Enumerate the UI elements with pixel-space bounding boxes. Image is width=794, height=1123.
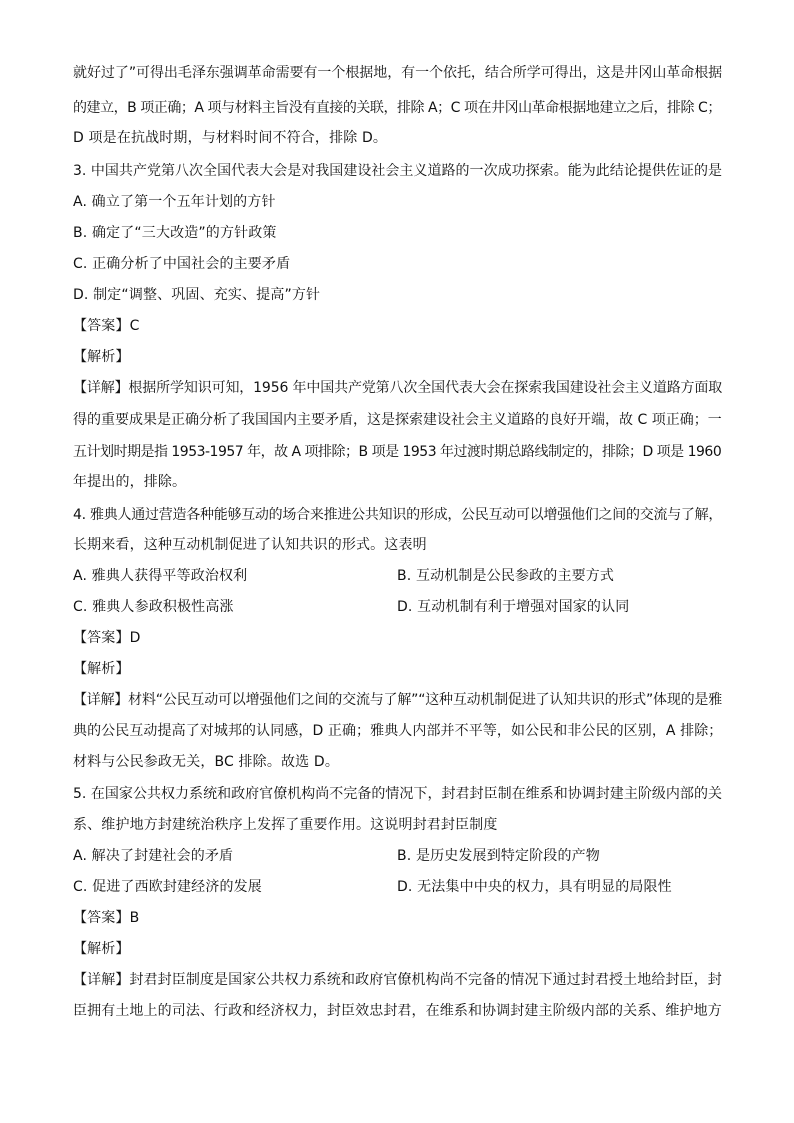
q4-option-d: D. 互动机制有利于增强对国家的认同: [397, 599, 630, 615]
q4-detail-line: 材料与公民参政无关，BC 排除。故选 D。: [73, 754, 339, 770]
q5-option-a: A. 解决了封建社会的矛盾: [73, 848, 234, 864]
text-line: 就好过了”可得出毛泽东强调革命需要有一个根据地，有一个依托，结合所学可得出，这是井冈山革命根据: [73, 65, 723, 81]
q5-option-b: B. 是历史发展到特定阶段的产物: [397, 848, 600, 864]
text-line: D 项是在抗战时期，与材料时间不符合，排除 D。: [73, 130, 388, 146]
question-5-stem-cont: 系、维护地方封建统治秩序上发挥了重要作用。这说明封君封臣制度: [73, 817, 498, 833]
q4-option-a: A. 雅典人获得平等政治权利: [73, 568, 248, 584]
q5-detail-line: 臣拥有土地上的司法、行政和经济权力，封臣效忠封君，在维系和协调封建主阶级内部的关系、维护地方: [73, 1003, 722, 1019]
q5-option-d: D. 无法集中中央的权力，具有明显的局限性: [397, 879, 672, 895]
q4-option-c: C. 雅典人参政积极性高涨: [73, 599, 234, 615]
q3-answer: 【答案】C: [73, 318, 140, 334]
question-4-stem-cont: 长期来看，这种互动机制促进了认知共识的形式。这表明: [73, 537, 427, 553]
q5-option-c: C. 促进了西欧封建经济的发展: [73, 879, 262, 895]
q5-answer: 【答案】B: [73, 910, 140, 926]
q3-option-d: D. 制定“调整、巩固、充实、提高”方针: [73, 287, 321, 303]
q5-analysis-label: 【解析】: [73, 941, 130, 957]
q3-option-b: B. 确定了“三大改造”的方针政策: [73, 225, 277, 241]
q3-detail-line: 【详解】根据所学知识可知，1956 年中国共产党第八次全国代表大会在探索我国建设社会主义道路方面取: [73, 380, 723, 396]
q3-detail-line: 得的重要成果是正确分析了我国国内主要矛盾，这是探索建设社会主义道路的良好开端，故 C 项正确；一: [73, 412, 722, 428]
q4-analysis-label: 【解析】: [73, 661, 130, 677]
q4-option-b: B. 互动机制是公民参政的主要方式: [397, 568, 615, 584]
q5-detail-line: 【详解】封君封臣制度是国家公共权力系统和政府官僚机构尚不完备的情况下通过封君授土地给封臣，封: [73, 972, 722, 988]
q3-detail-line: 年提出的，排除。: [73, 474, 187, 490]
q4-detail-line: 典的公民互动提高了对城邦的认同感，D 正确；雅典人内部并不平等，如公民和非公民的区别，A 排除；: [73, 723, 723, 739]
q3-analysis-label: 【解析】: [73, 349, 130, 365]
q3-option-c: C. 正确分析了中国社会的主要矛盾: [73, 256, 291, 272]
q3-detail-line: 五计划时期是指 1953-1957 年，故 A 项排除；B 项是 1953 年过渡时期总路线制定的，排除；D 项是 1960: [73, 444, 722, 460]
text-line: 的建立，B 项正确；A 项与材料主旨没有直接的关联，排除 A；C 项在井冈山革命根据地建立之后，排除 C；: [73, 100, 721, 116]
question-5-stem: 5. 在国家公共权力系统和政府官僚机构尚不完备的情况下，封君封臣制在维系和协调封建主阶级内部的关: [73, 786, 723, 802]
q3-option-a: A. 确立了第一个五年计划的方针: [73, 194, 276, 210]
question-3-stem: 3. 中国共产党第八次全国代表大会是对我国建设社会主义道路的一次成功探索。能为此结论提供佐证的是: [73, 163, 723, 179]
q4-detail-line: 【详解】材料“公民互动可以增强他们之间的交流与了解”“这种互动机制促进了认知共识的形式”体现的是雅: [73, 692, 723, 708]
question-4-stem: 4. 雅典人通过营造各种能够互动的场合来推进公共知识的形成，公民互动可以增强他们之间的交流与了解，: [73, 507, 723, 523]
q4-answer: 【答案】D: [73, 630, 141, 646]
